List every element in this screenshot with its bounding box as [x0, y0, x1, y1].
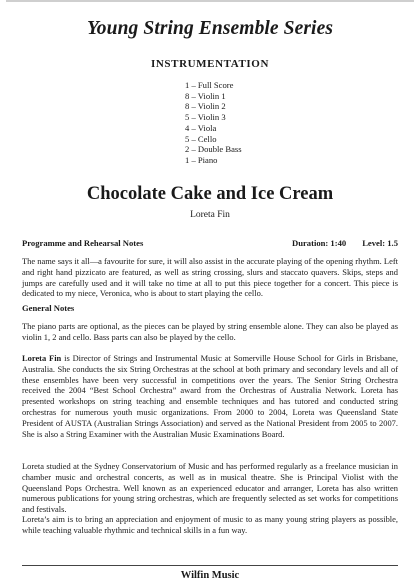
programme-heading: Programme and Rehearsal Notes	[22, 238, 144, 248]
instrumentation-item: 4 – Viola	[185, 122, 217, 133]
series-title: Young String Ensemble Series	[86, 18, 334, 39]
composer-bio-text: is Director of Strings and Instrumental Music at Somerville House School for Girls in Brisbane, Australia. She conducts the six String Orchestras at the school at both primary and secondary levels and all of these ensembles have been very successful in competitions over the years. The Senior String Orchestra received the 2004 “Best School Orchestra” award from the Orchestras of Australia Network. Loreta has presented workshops on string teaching and ensemble techniques and has tutored and conducted string orchestras for numerous youth music organizations. From 2000 to 2004, Loreta was Queensland State President of AUSTA (Australian Strings Association) and served as the National President from 2005 to 2007. She is also a String Examiner with the Australian Music Examinations Board.	[22, 353, 398, 439]
footer-divider	[22, 565, 398, 566]
publisher-name: Wilfin Music	[180, 570, 240, 581]
instrumentation-item: 8 – Violin 2	[185, 101, 226, 112]
instrumentation-item: 8 – Violin 1	[185, 90, 226, 101]
composer-bio-paragraph	[22, 353, 398, 439]
composer-bio-name: Loreta Fin	[22, 353, 62, 363]
general-notes-text: The piano parts are optional, as the pieces can be played by string ensemble alone. They can also be played as violin 1, 2 and cello. Bass parts can also be played by the cello.	[22, 321, 398, 342]
composer-aim-paragraph: Loreta’s aim is to bring an appreciation and enjoyment of music to as many young string players as possible, while teaching valuable rhythmic and technical skills in a fun way.	[22, 514, 398, 535]
duration-label: Duration: 1:40	[292, 238, 347, 248]
general-notes-heading: General Notes	[22, 303, 75, 313]
instrumentation-item: 5 – Cello	[185, 133, 217, 144]
piece-title: Chocolate Cake and Ice Cream	[86, 184, 334, 204]
top-border	[6, 0, 414, 2]
instrumentation-heading: INSTRUMENTATION	[151, 58, 269, 70]
programme-header-row	[22, 238, 398, 250]
instrumentation-item: 1 – Full Score	[185, 80, 234, 90]
instrumentation-item: 5 – Violin 3	[185, 112, 226, 123]
level-label: Level: 1.5	[362, 238, 398, 248]
instrumentation-list	[185, 80, 242, 166]
instrumentation-item: 2 – Double Bass	[185, 144, 242, 155]
composer-name: Loreta Fin	[190, 210, 230, 220]
composer-bio-paragraph-2: Loreta studied at the Sydney Conservatorium of Music and has performed regularly as a freelance musician in chamber music and orchestral concerts, as well as in musical theatre. She is Principal Violist with the Queensland Pops Orchestra. Well known as an experienced educator and arranger, Loreta has also written numerous publications for young string orchestras, which are frequently selected as set works for competitions and festivals.	[22, 461, 398, 515]
programme-notes-text: The name says it all—a favourite for sure, it will also assist in the accurate playing of the opening rhythm. Left and right hand pizzicato are featured, as well as string crossing, slurs and staccato quavers. Skips, steps and jumps are carefully used and it will take no time at all to put this piece together for a concert. This piece is dedicated to my niece, Veronica, who is about to start playing the cello.	[22, 256, 398, 299]
instrumentation-item: 1 – Piano	[185, 154, 218, 165]
